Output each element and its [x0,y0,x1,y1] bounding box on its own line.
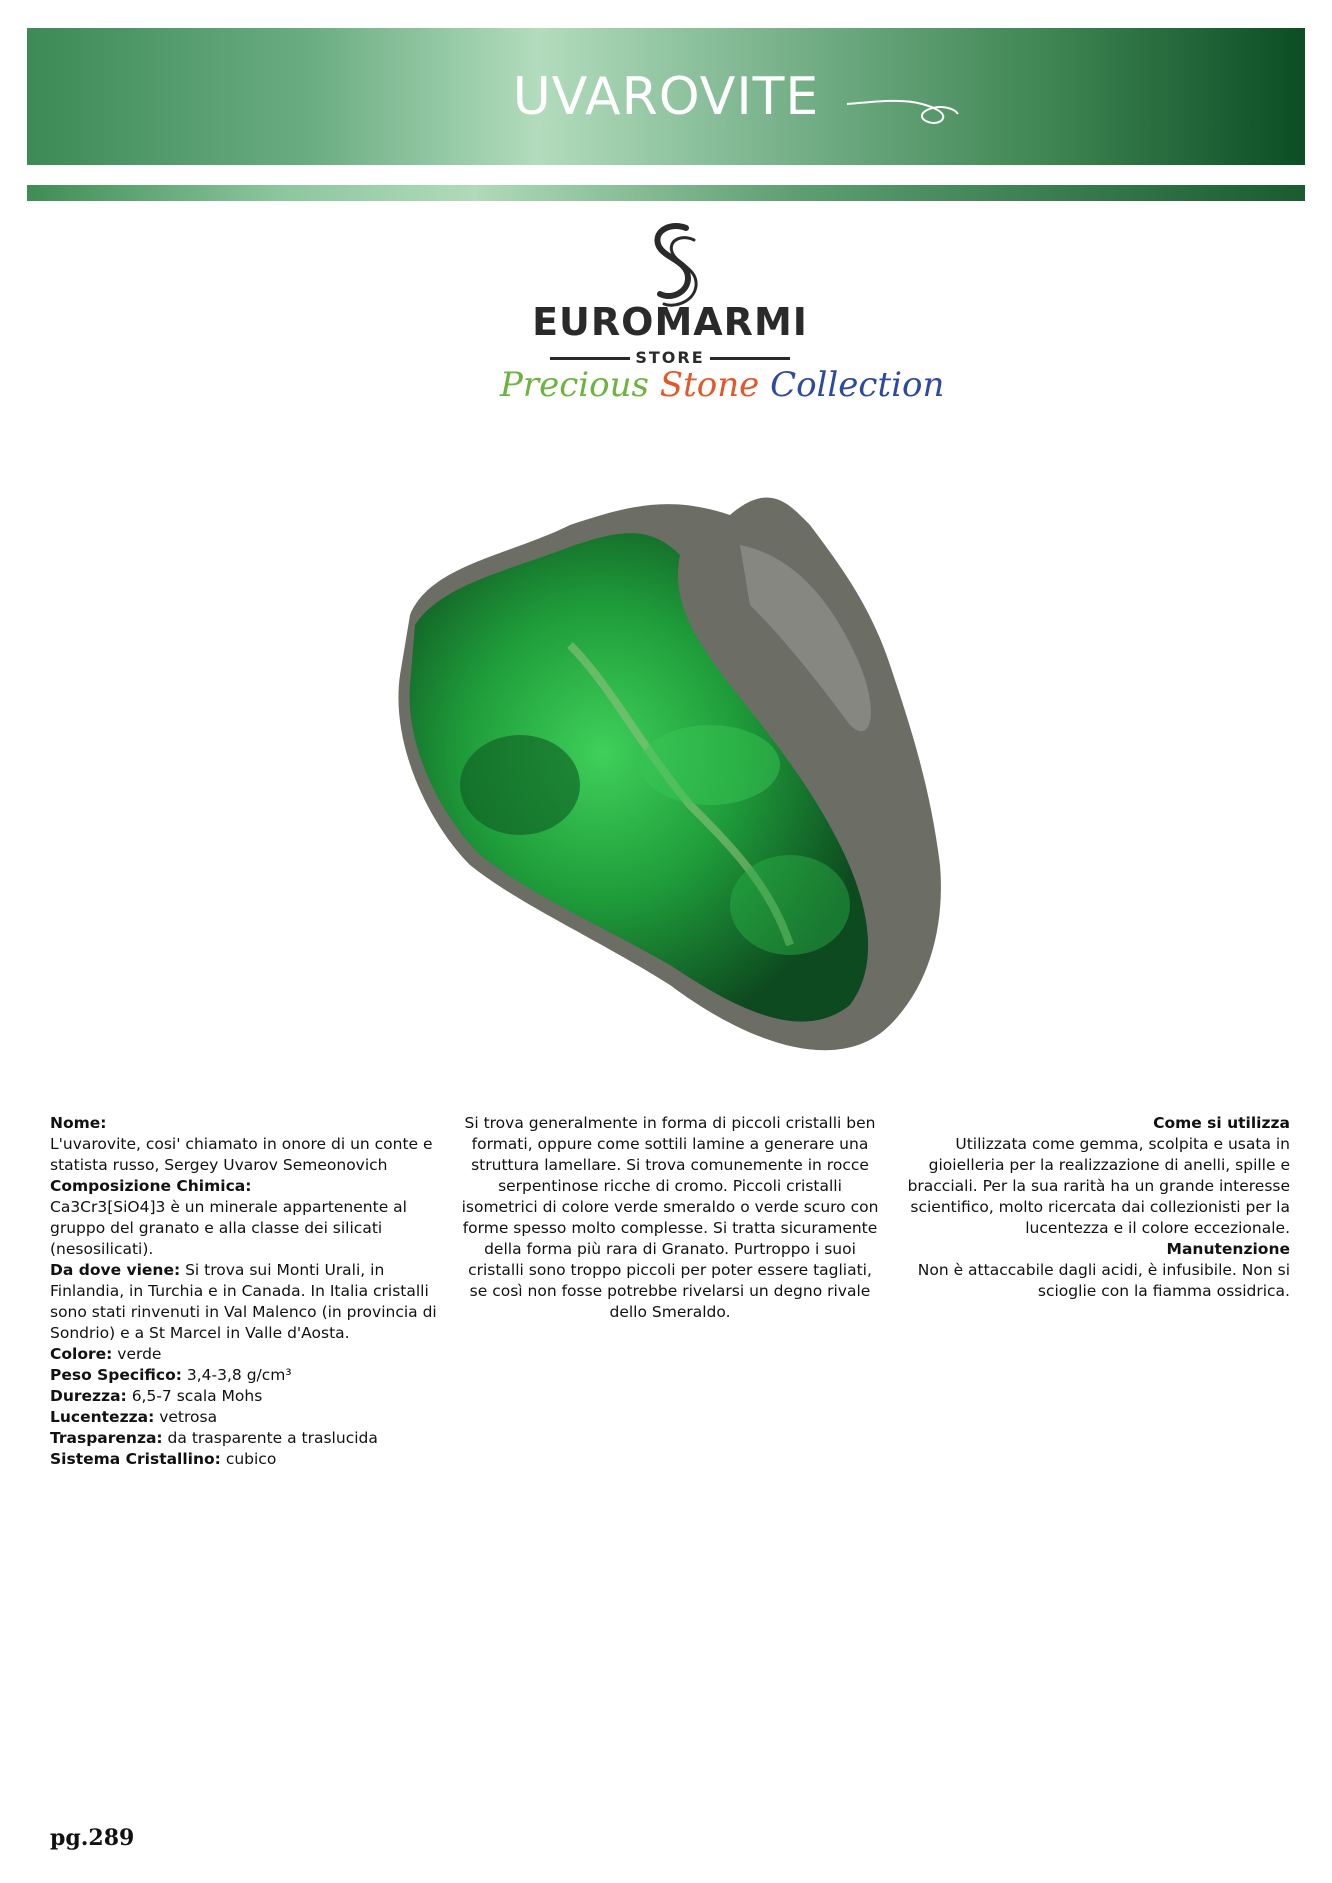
peso-label: Peso Specifico: [50,1366,182,1384]
uso-label: Come si utilizza [1153,1114,1290,1132]
manutenzione-text: Non è attaccabile dagli acidi, è infusibile. Non si scioglie con la fiamma ossidrica. [917,1261,1290,1300]
provenienza-text: Si trova sui Monti Urali, in Finlandia, in Turchia e in Canada. In Italia cristalli sono stati rinvenuti in Val Malenco (in provincia di Sondrio) e a St Marcel in Valle d'Aosta. [50,1261,437,1342]
nome-text: L'uvarovite, cosi' chiamato in onore di un conte e statista russo, Sergey Uvarov Semeonovich [50,1135,433,1174]
description-column [460,1113,880,1323]
durezza-line [50,1386,450,1407]
lucentezza-label: Lucentezza: [50,1408,155,1426]
collection-tagline [500,365,945,405]
durezza-label: Durezza: [50,1387,127,1405]
peso-line [50,1365,450,1386]
composizione-text: Ca3Cr3[SiO4]3 è un minerale appartenente al gruppo del granato e alla classe dei silicati (nesosilicati). [50,1198,407,1258]
logo-store-label: STORE [635,348,705,367]
swash-ornament-icon [842,74,962,134]
nome-label: Nome: [50,1114,107,1132]
manutenzione-label: Manutenzione [1166,1240,1290,1258]
sistema-line [50,1449,450,1470]
lucentezza-text: vetrosa [154,1408,218,1426]
provenienza-label: Da dove viene: [50,1261,181,1279]
lucentezza-line [50,1407,450,1428]
header-rule [27,185,1305,201]
uso-text: Utilizzata come gemma, scolpita e usata in gioielleria per la realizzazione di anelli, spille e bracciali. Per la sua rarità ha un grande interesse scientifico, molto ricercata dai collezionisti per la lucentezza e il colore eccezionale. [907,1135,1290,1237]
logo-line-right [710,357,790,360]
sistema-label: Sistema Cristallino: [50,1450,221,1468]
logo-s-icon [642,222,702,310]
colore-text: verde [112,1345,162,1363]
title-banner [27,28,1305,165]
trasparenza-label: Trasparenza: [50,1429,163,1447]
composizione-label: Composizione Chimica: [50,1177,252,1195]
tagline-word-precious: Precious [500,365,649,405]
provenienza-line [50,1260,450,1344]
trasparenza-line [50,1428,450,1449]
tagline-word-stone: Stone [659,365,760,405]
uvarovite-mineral-photo [370,485,1010,1085]
properties-column [50,1113,450,1470]
description-text: Si trova generalmente in forma di piccoli cristalli ben formati, oppure come sottili lamine a generare una struttura lamellare. Si trova comunemente in rocce serpentinose ricche di cromo. Piccoli cristalli isometrici di colore verde smeraldo o verde scuro con forme spesso molto complesse. Si tratta sicuramente della forma più rara di Granato. Purtroppo i suoi cristalli sono troppo piccoli per poter essere tagliati, se così non fosse potrebbe rivelarsi un degno rivale dello Smeraldo. [461,1114,879,1321]
tagline-word-collection: Collection [770,365,945,405]
durezza-text: 6,5-7 scala Mohs [126,1387,263,1405]
colore-line [50,1344,450,1365]
usage-column [880,1113,1290,1302]
page-title: UVAROVITE [512,66,820,127]
colore-label: Colore: [50,1345,113,1363]
peso-text: 3,4-3,8 g/cm³ [181,1366,292,1384]
sistema-text: cubico [220,1450,277,1468]
trasparenza-text: da trasparente a traslucida [162,1429,378,1447]
logo-name: EUROMARMI [532,300,808,344]
page-number: pg.289 [50,1825,135,1851]
